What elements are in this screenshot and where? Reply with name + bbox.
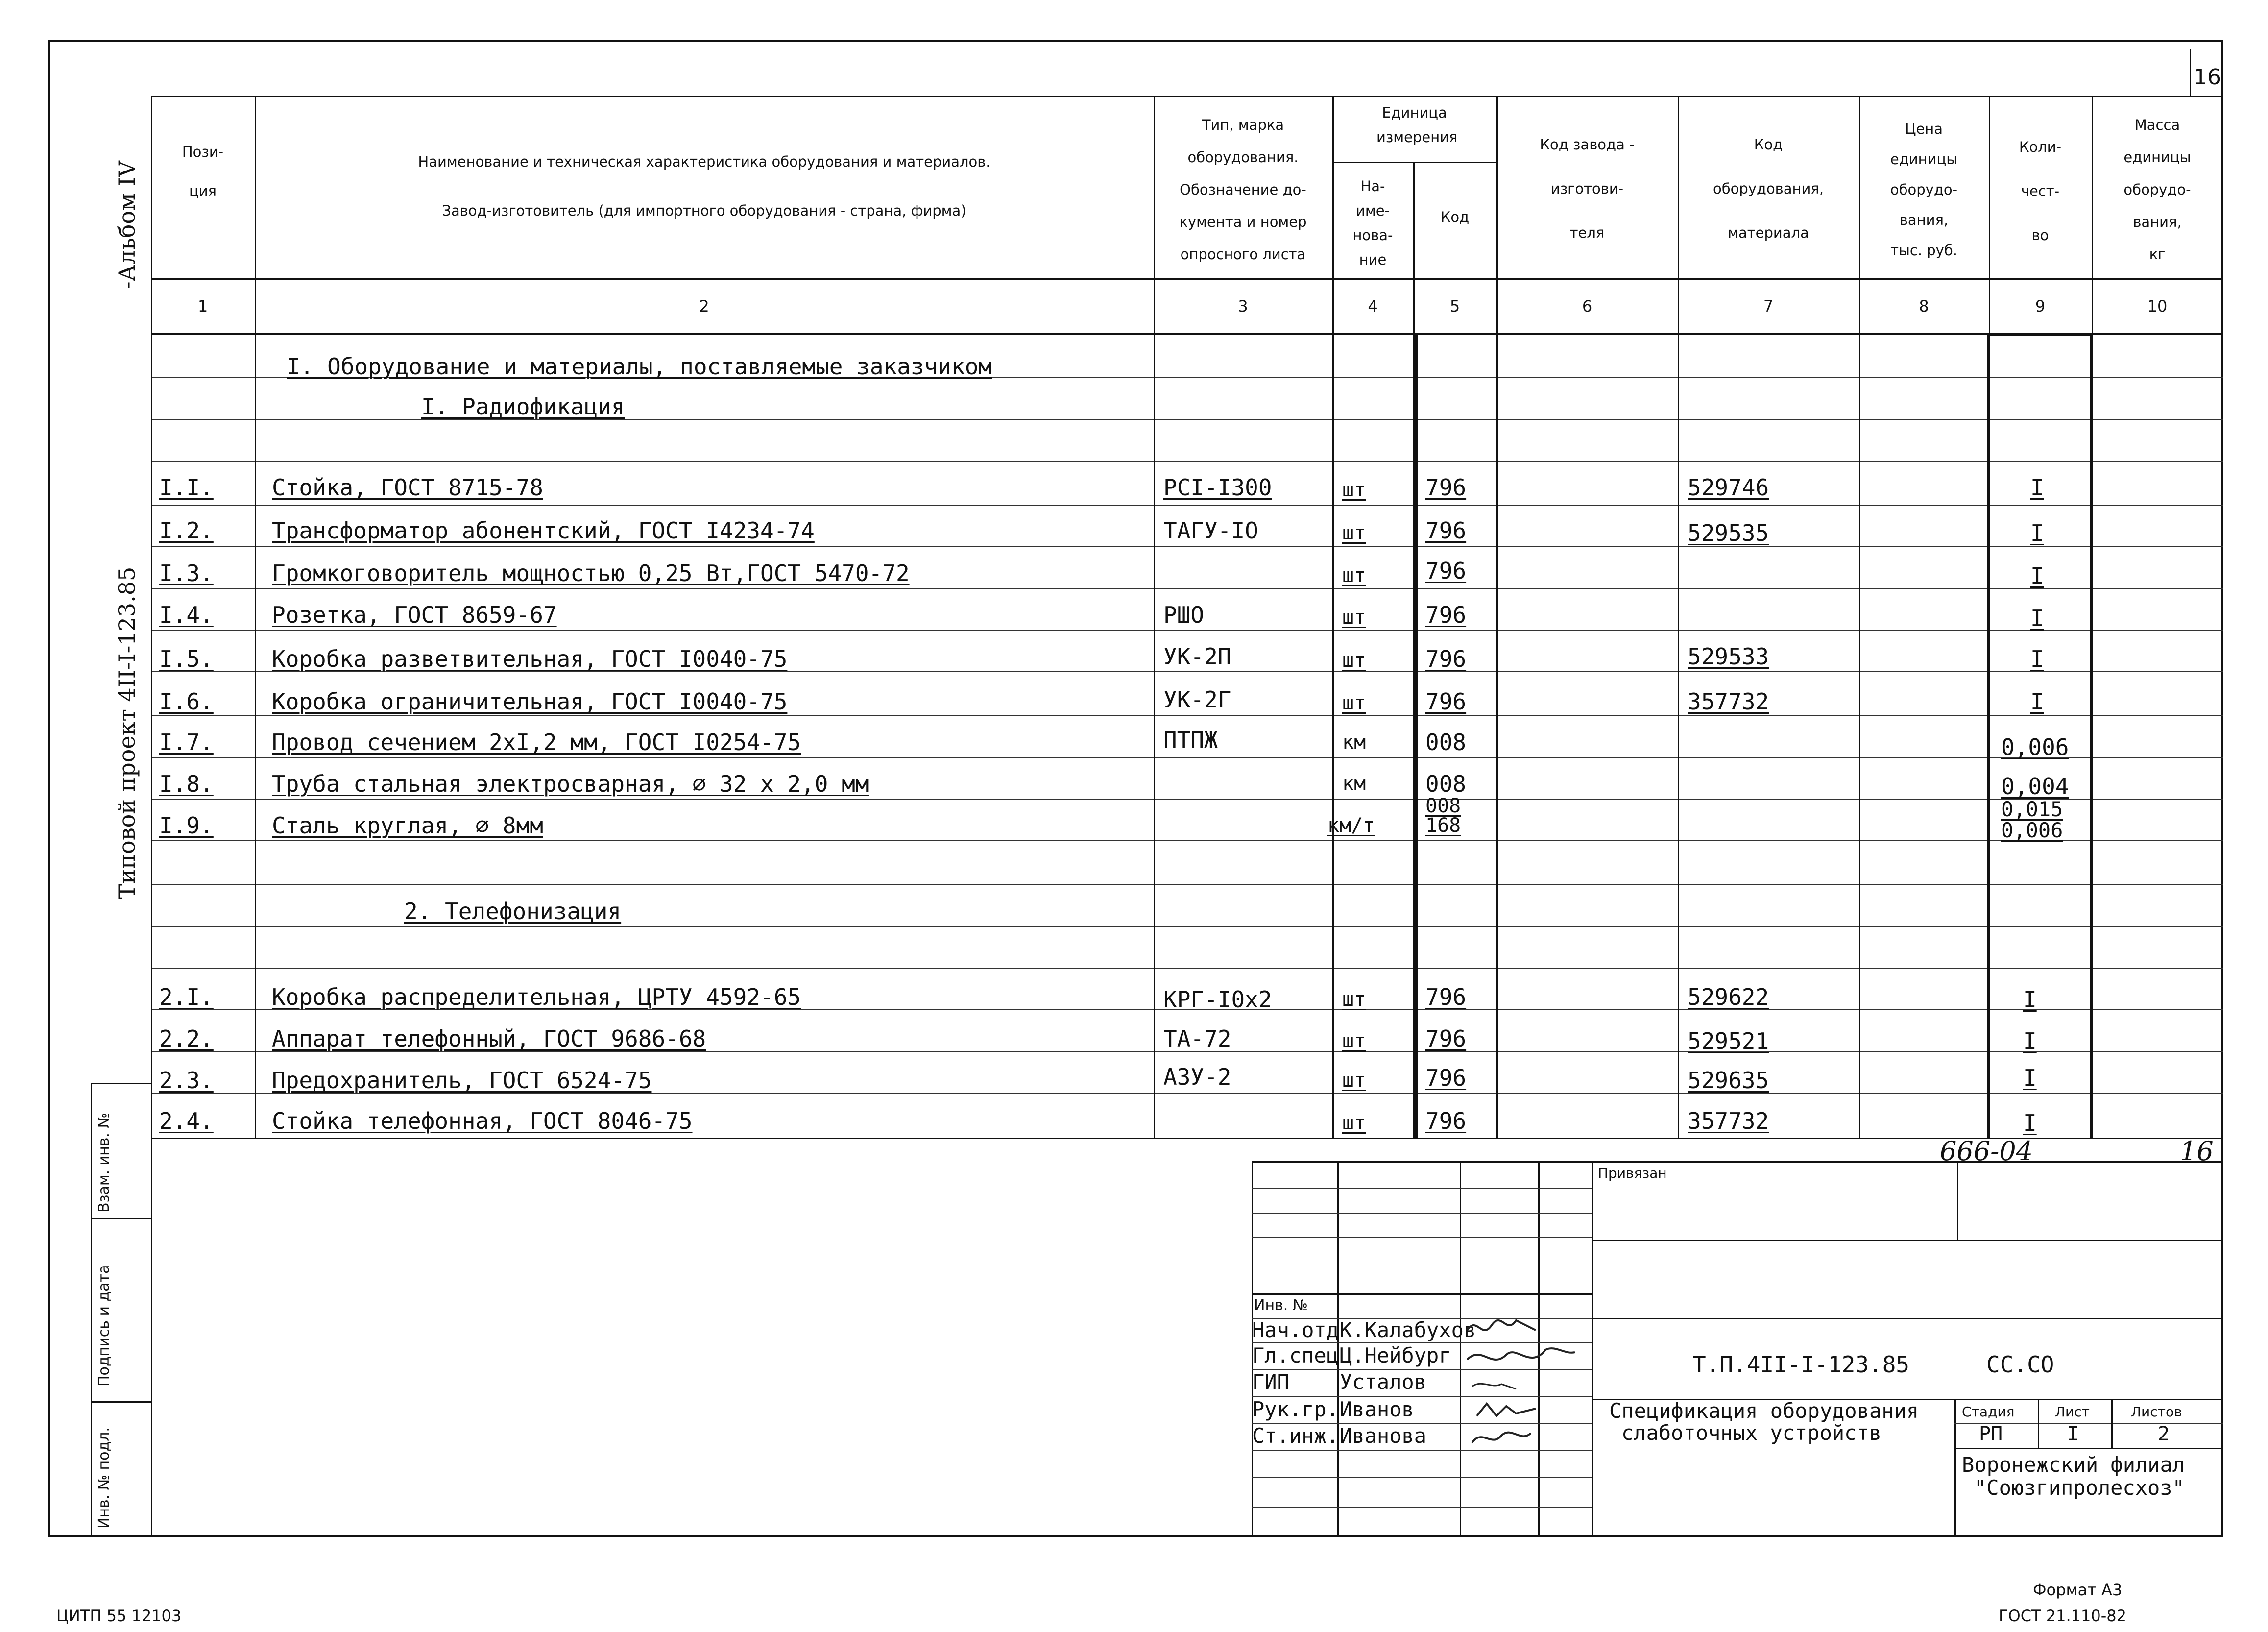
row-unit: шт	[1342, 606, 1366, 629]
doc-title-line-1: Спецификация оборудования	[1609, 1399, 1919, 1423]
row-quantity: 0,004	[2001, 773, 2069, 800]
colnum-3: 3	[1238, 297, 1248, 316]
doc-mark: СС.СО	[1986, 1351, 2054, 1378]
row-name: Розетка, ГОСТ 8659-67	[272, 602, 557, 628]
row-material-code: 357732	[1688, 688, 1769, 715]
header-price: Цена единицы оборудо- вания, тыс. руб.	[1890, 121, 1958, 259]
row-unit: шт	[1342, 522, 1366, 544]
row-position: I.5.	[159, 646, 214, 672]
row-type: УК-2П	[1163, 643, 1231, 670]
colnum-2: 2	[699, 297, 709, 316]
header-mass: Масса единицы оборудо- вания, кг	[2123, 117, 2191, 263]
row-position: 2.3.	[159, 1067, 214, 1094]
org-line-2: "Союзгипролесхоз"	[1974, 1476, 2185, 1500]
handwritten-page: 16	[2180, 1136, 2214, 1167]
row-material-code: 529533	[1688, 643, 1769, 670]
org-line-1: Воронежский филиал	[1962, 1453, 2185, 1477]
footer-format: Формат А3	[2033, 1581, 2123, 1599]
stamp-signature-date: Подпись и дата	[96, 1265, 113, 1387]
sheet-value: I	[2067, 1423, 2079, 1445]
project-label: Типовой проект 4II-I-123.85	[114, 566, 140, 899]
section-title-1: I. Оборудование и материалы, поставляемые заказчиком	[287, 353, 992, 380]
row-position: I.3.	[159, 560, 214, 586]
row-type: ТАГУ-IO	[1163, 517, 1258, 544]
row-material-code: 529521	[1688, 1028, 1769, 1054]
row-quantity: I	[2030, 605, 2044, 632]
sheet-label: Лист	[2055, 1404, 2090, 1420]
header-unit-code: Код	[1440, 209, 1470, 225]
row-material-code: 357732	[1688, 1108, 1769, 1134]
row-unit: шт	[1342, 1069, 1366, 1092]
privyazan-label: Привязан	[1598, 1165, 1667, 1181]
header-type: Тип, марка оборудования. Обозначение до- кумента и номер опросного листа	[1179, 117, 1307, 263]
row-unit: км	[1342, 731, 1366, 754]
row-name: Стойка телефонная, ГОСТ 8046-75	[272, 1108, 693, 1134]
row-position: I.6.	[159, 688, 214, 715]
header-name: Наименование и техническая характеристика оборудования и материалов. Завод-изготовитель (для импортного оборудования - страна, фирма)	[418, 153, 990, 219]
row-quantity: I	[2030, 474, 2044, 501]
row-quantity-2: 0,006	[2001, 818, 2063, 842]
row-type: ТА-72	[1163, 1025, 1231, 1052]
table-top-line	[151, 96, 2223, 97]
row-position: 2.4.	[159, 1108, 214, 1134]
row-unit-code: 796	[1425, 688, 1467, 715]
row-unit-code: 796	[1425, 646, 1467, 672]
row-name: Труба стальная электросварная, ∅ 32 х 2,0 мм	[272, 771, 869, 797]
row-position: I.7.	[159, 729, 214, 755]
row-name: Коробка ограничительная, ГОСТ I0040-75	[272, 688, 788, 715]
row-quantity: I	[2023, 1065, 2037, 1091]
stamp-vzam-inv: Взам. инв. №	[96, 1113, 113, 1213]
row-unit-code: 796	[1425, 602, 1467, 628]
name-4: Иванов	[1340, 1397, 1414, 1421]
row-unit: шт	[1342, 1030, 1366, 1052]
row-name: Провод сечением 2хI,2 мм, ГОСТ I0254-75	[272, 729, 801, 755]
row-unit: шт	[1342, 649, 1366, 672]
row-unit: км	[1342, 773, 1366, 795]
section-subtitle-radio: I. Радиофикация	[421, 393, 625, 420]
role-4: Рук.гр.	[1252, 1397, 1339, 1421]
row-material-code: 529622	[1688, 984, 1769, 1010]
row-type: АЗУ-2	[1163, 1064, 1231, 1090]
row-material-code: 529535	[1688, 520, 1769, 546]
header-position: Пози- ция	[182, 144, 224, 199]
footer-left-code: ЦИТП 55 12103	[56, 1607, 182, 1625]
colnum-6: 6	[1582, 297, 1592, 316]
row-name: Предохранитель, ГОСТ 6524-75	[272, 1067, 652, 1094]
row-position: I.9.	[159, 812, 214, 839]
name-5: Иванова	[1340, 1424, 1427, 1448]
colnum-7: 7	[1763, 297, 1774, 316]
inv-number-label: Инв. №	[1254, 1297, 1308, 1314]
title-block-top	[1252, 1161, 2223, 1163]
row-position: I.I.	[159, 474, 214, 501]
header-factory-code: Код завода - изготови- теля	[1540, 136, 1635, 241]
row-material-code: 529635	[1688, 1067, 1769, 1094]
colnum-5: 5	[1449, 297, 1460, 316]
row-quantity: I	[2030, 562, 2044, 589]
row-unit-code: 796	[1425, 1025, 1467, 1052]
row-name: Стойка, ГОСТ 8715-78	[272, 474, 543, 501]
row-position: 2.2.	[159, 1025, 214, 1052]
footer-gost: ГОСТ 21.110-82	[1999, 1607, 2126, 1625]
header-material-code: Код оборудования, материала	[1713, 136, 1824, 241]
row-unit-code: 796	[1425, 1065, 1467, 1091]
stage-label: Стадия	[1962, 1404, 2015, 1420]
row-name: Сталь круглая, ∅ 8мм	[272, 812, 543, 839]
row-unit: км/т	[1327, 814, 1375, 837]
row-type: ПТПЖ	[1163, 727, 1218, 753]
doc-title-line-2: слаботочных устройств	[1621, 1421, 1882, 1445]
row-unit-code: 008	[1425, 771, 1467, 797]
header-quantity: Коли- чест- во	[2019, 139, 2062, 244]
name-2: Ц.Нейбург	[1340, 1343, 1451, 1367]
row-unit-code: 796	[1425, 1108, 1467, 1134]
row-type: PCI-I300	[1163, 474, 1272, 501]
row-unit-code: 796	[1425, 474, 1467, 501]
row-position: I.8.	[159, 771, 214, 797]
colnum-9: 9	[2035, 297, 2046, 316]
row-unit-code-2: 168	[1425, 814, 1461, 837]
row-quantity: I	[2030, 646, 2044, 672]
row-unit-code: 008	[1425, 729, 1467, 755]
row-name: Громкоговоритель мощностью 0,25 Вт,ГОСТ 5470-72	[272, 560, 910, 586]
row-position: I.4.	[159, 602, 214, 628]
row-name: Коробка распределительная, ЦРТУ 4592-65	[272, 984, 801, 1010]
role-1: Нач.отд	[1252, 1318, 1339, 1342]
row-type: КРГ-I0х2	[1163, 986, 1272, 1013]
name-3: Усталов	[1340, 1370, 1427, 1394]
doc-code: Т.П.4II-I-123.85	[1692, 1351, 1910, 1378]
row-unit: шт	[1342, 479, 1366, 501]
header-unit-name: На- име- нова- ние	[1352, 178, 1393, 268]
row-name: Аппарат телефонный, ГОСТ 9686-68	[272, 1025, 706, 1052]
row-quantity: 0,006	[2001, 734, 2069, 760]
row-unit-code: 008	[1425, 795, 1461, 817]
row-unit: шт	[1342, 1112, 1366, 1134]
row-position: 2.I.	[159, 984, 214, 1010]
row-unit-code: 796	[1425, 984, 1467, 1010]
row-position: I.2.	[159, 517, 214, 544]
role-5: Ст.инж.	[1252, 1424, 1339, 1448]
signatures	[1462, 1315, 1585, 1453]
row-type: УК-2Г	[1163, 686, 1231, 713]
header-unit: Единица измерения	[1376, 104, 1458, 146]
row-quantity: I	[2030, 520, 2044, 546]
stage-value: РП	[1979, 1423, 2003, 1445]
row-quantity: I	[2023, 1110, 2037, 1136]
section-title-phone: 2. Телефонизация	[404, 898, 622, 925]
row-unit-code: 796	[1425, 558, 1467, 584]
row-unit-code: 796	[1425, 517, 1467, 544]
role-2: Гл.спец	[1252, 1343, 1339, 1367]
colnum-1: 1	[197, 297, 208, 316]
colnum-4: 4	[1368, 297, 1378, 316]
colnum-8: 8	[1919, 297, 1929, 316]
row-name: Трансформатор абонентский, ГОСТ I4234-74	[272, 517, 815, 544]
corner-page-number: 16	[2194, 65, 2221, 90]
row-unit: шт	[1342, 692, 1366, 714]
row-quantity: I	[2030, 688, 2044, 715]
row-unit: шт	[1342, 564, 1366, 587]
row-quantity: I	[2023, 986, 2037, 1013]
row-type: РШО	[1163, 602, 1205, 628]
album-label: -Альбом IV	[114, 161, 140, 289]
sheets-label: Листов	[2131, 1404, 2182, 1420]
row-quantity: 0,015	[2001, 797, 2063, 821]
row-material-code: 529746	[1688, 474, 1769, 501]
row-quantity: I	[2023, 1028, 2037, 1054]
row-name: Коробка разветвительная, ГОСТ I0040-75	[272, 646, 788, 672]
colnum-10: 10	[2147, 297, 2168, 316]
sheets-value: 2	[2158, 1423, 2170, 1445]
role-3: ГИП	[1252, 1370, 1289, 1394]
stamp-inv-podl: Инв. № подл.	[96, 1427, 113, 1529]
row-unit: шт	[1342, 988, 1366, 1011]
name-1: К.Калабухов	[1340, 1318, 1476, 1342]
handwritten-ref: 666-04	[1940, 1136, 2033, 1167]
